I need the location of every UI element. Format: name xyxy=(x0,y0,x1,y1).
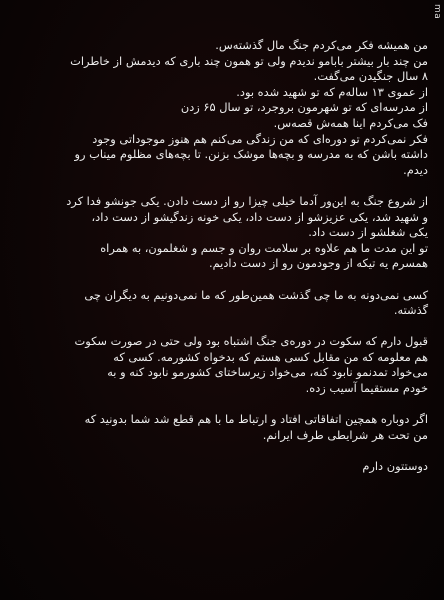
paragraph-3 xyxy=(23,288,428,319)
text-line: فک می‌کردم اینا همه‌ش قصه‌س. xyxy=(273,115,428,130)
paragraph-6 xyxy=(23,459,428,475)
text-line: خودم مستقیما آسیب زده. xyxy=(305,381,428,396)
watermark-text: ma xyxy=(432,4,442,20)
paragraph-2 xyxy=(23,194,428,272)
text-line: من تحت هر شرایطی طرف ایرانم. xyxy=(262,427,428,442)
text-line: از شروع جنگ به این‌ور آدما خیلی چیزا رو از دست دادن. یکی جونشو فدا کرد xyxy=(66,193,428,208)
text-line: قبول دارم که سکوت در دوره‌ی جنگ اشتباه بود ولی حتی در صورت سکوت xyxy=(74,334,428,349)
text-line: من چند بار بیشتر بابامو ندیدم ولی تو همون چند باری که دیدمش از خاطرات xyxy=(70,53,428,68)
text-line: اگر دوباره همچین اتفاقاتی افتاد و ارتباط ما با هم قطع شد شما بدونید که xyxy=(84,412,428,427)
text-line: از مدرسه‌ای که تو شهرمون بروجرد، تو سال ۶۵ زدن xyxy=(180,100,428,115)
text-line: تو این مدت ما هم علاوه بر سلامت روان و جسم و شغلمون، به همراه xyxy=(100,240,428,255)
text-line: ۸ سال جنگیدن می‌گفت. xyxy=(313,69,428,84)
text-line: می‌خواد تمدنمو نابود کنه، می‌خواد زیرساختای کشورمو نابود کنه و به xyxy=(107,365,428,380)
text-line: گذشته. xyxy=(393,303,428,318)
text-line: از عموی ۱۳ ساله‌م که تو شهید شده بود. xyxy=(236,84,428,99)
paragraph-4 xyxy=(23,334,428,396)
text-line: دیدم. xyxy=(403,162,428,177)
text-line: دوستتون دارم xyxy=(362,459,428,474)
paragraph-5 xyxy=(23,412,428,443)
text-line: کسی نمی‌دونه به ما چی گذشت همین‌طور که ما نمی‌دونیم به دیگران چی xyxy=(84,287,428,302)
text-line: هم معلومه که من مقابل کسی هستم که بدخواه کشورمه. کسی که xyxy=(113,349,428,364)
text-line: یکی شغلشو از دست داد. xyxy=(308,225,428,240)
paragraph-1 xyxy=(23,38,428,178)
text-line: همسرم یه تیکه از وجودمون رو از دست دادیم. xyxy=(208,256,428,271)
story-text xyxy=(23,38,428,490)
text-line: من همیشه فکر می‌کردم جنگ مال گذشته‌س. xyxy=(215,38,428,52)
text-line: و شهید شد، یکی عزیزشو از دست داد، یکی خونه زندگیشو از دست داد، xyxy=(91,209,428,224)
text-line: داشته باشن که به مدرسه و بچه‌ها موشک بزنن. تا بچه‌های مظلوم میناب رو xyxy=(74,147,428,162)
text-line: فکر نمی‌کردم تو دوره‌ای که من زندگی می‌کنم هم هنوز موجوداتی وجود xyxy=(92,131,428,146)
